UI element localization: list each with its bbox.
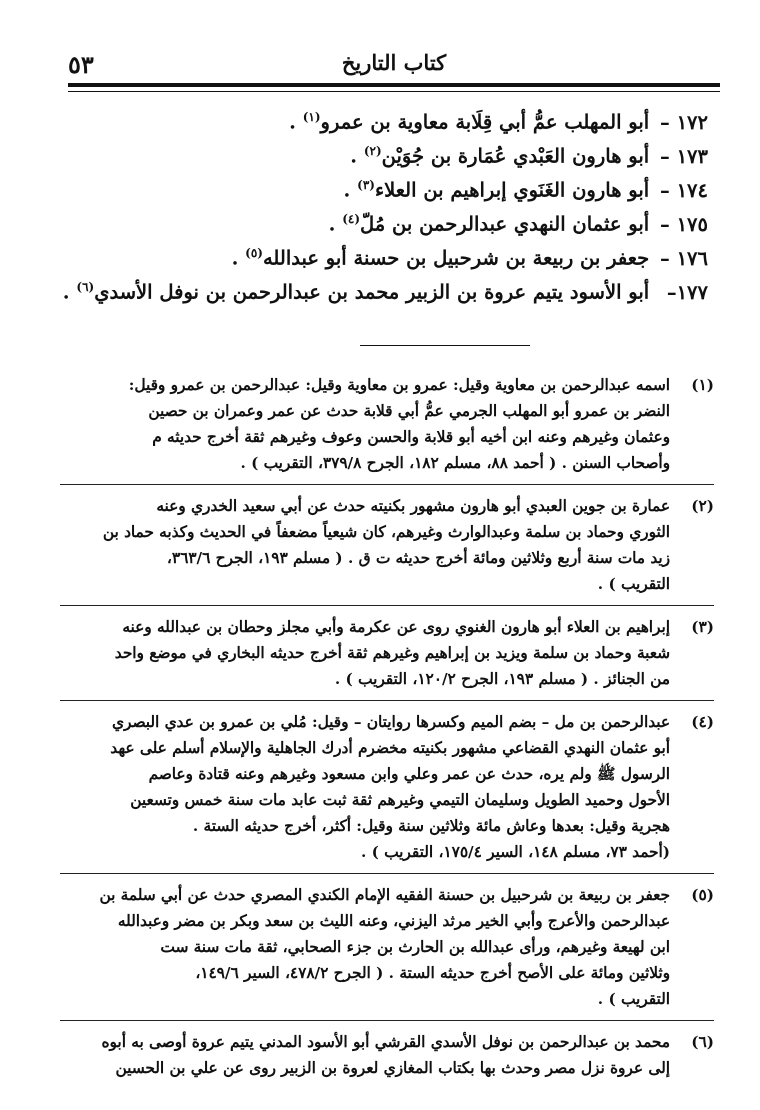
entry-end: . bbox=[343, 178, 358, 202]
footnote-line: هجرية وقيل: بعدها وعاش مائة وثلاثين سنة وقيل: أكثر، أخرج حديثه الستة . bbox=[192, 817, 670, 835]
page-number: ٥٣ bbox=[68, 50, 94, 79]
footnote-line: عبدالرحمن بن مل – بضم الميم وكسرها روايتان – وقيل: مُلي بن عمرو بن عدي البصري bbox=[112, 713, 670, 731]
entry-172 bbox=[60, 100, 708, 134]
footnote-line: من الجنائز . ( مسلم ١٩٣، الجرح ١٢٠/٢، التقريب ) . bbox=[334, 670, 670, 688]
entry-text: أبو هارون الغَنَوي إبراهيم بن العلاء bbox=[374, 178, 650, 202]
entry-number: ١٧٢ – bbox=[660, 110, 708, 134]
footnote-divider bbox=[60, 484, 714, 485]
footnotes bbox=[60, 372, 714, 1081]
footnote-divider bbox=[60, 873, 714, 874]
footnote-line: وعثمان وغيرهم وعنه ابن أخيه أبو قلابة والحسن وعوف وغيرهم ثقة أخرج حديثه م bbox=[152, 428, 670, 446]
footnote-number: (٦) bbox=[691, 1033, 714, 1051]
footnote-line: زيد مات سنة أربع وثلاثين ومائة أخرج حديثه ت ق . ( مسلم ١٩٣، الجرح ٣٦٣/٦، bbox=[166, 549, 670, 567]
entry-number: ١٧٧– bbox=[666, 280, 708, 304]
entry-number: ١٧٦ – bbox=[660, 246, 708, 270]
footnote-line: النضر بن عمرو أبو المهلب الجرمي عمُّ أبي قلابة حدث عن عمر وعمران بن حصين bbox=[148, 402, 670, 420]
footnote-line: التقريب ) . bbox=[597, 575, 670, 593]
entry-list bbox=[60, 100, 708, 304]
footnote-6 bbox=[60, 1029, 714, 1081]
entry-end: . bbox=[289, 110, 303, 134]
footnote-number: (٥) bbox=[691, 886, 714, 904]
footnote-1 bbox=[60, 372, 714, 476]
footnote-line: أبو عثمان النهدي القضاعي مشهور بكنيته مخضرم أدرك الجاهلية والإسلام أسلم على عهد bbox=[110, 739, 670, 757]
page-header bbox=[68, 46, 720, 82]
footnote-divider bbox=[60, 1020, 714, 1021]
footnote-line: التقريب ) . bbox=[597, 990, 670, 1008]
footnote-line: إلى عروة نزل مصر وحدث بها بكتاب المغازي لعروة بن الزبير روى عن علي بن الحسين bbox=[115, 1059, 670, 1077]
entry-173 bbox=[60, 134, 708, 168]
footnote-divider bbox=[60, 605, 714, 606]
entry-number: ١٧٣ – bbox=[660, 144, 708, 168]
footnote-ref[interactable]: (٣) bbox=[357, 178, 375, 192]
footnote-number: (٣) bbox=[691, 618, 714, 636]
running-title: كتاب التاريخ bbox=[341, 50, 447, 75]
footnote-line: وأصحاب السنن . ( أحمد ٨٨، مسلم ١٨٢، الجرح ٣٧٩/٨، التقريب ) . bbox=[240, 454, 670, 472]
footnote-ref[interactable]: (٦) bbox=[76, 280, 95, 294]
footnote-line: الرسول ﷺ ولم يره، حدث عن عمر وعلي وابن مسعود وغيرهم وعنه قتادة وعاصم bbox=[148, 765, 670, 783]
footnote-line: اسمه عبدالرحمن بن معاوية وقيل: عمرو بن معاوية وقيل: عبدالرحمن بن عمرو وقيل: bbox=[128, 376, 670, 394]
footnote-line: عبدالرحمن والأعرج وأبي الخير مرثد اليزني، وعنه الليث بن سعد وبكر بن مضر وعبدالله bbox=[117, 912, 670, 930]
footnote-line: عمارة بن جوين العبدي أبو هارون مشهور بكنيته حدث عن أبي سعيد الخدري وعنه bbox=[156, 497, 670, 515]
footnote-number: (١) bbox=[691, 376, 714, 394]
footnote-ref[interactable]: (٥) bbox=[245, 246, 263, 260]
entry-176 bbox=[60, 236, 708, 270]
footnote-5 bbox=[60, 882, 714, 1012]
footnote-3 bbox=[60, 614, 714, 692]
footnote-line: الثوري وحماد بن سلمة وعبدالوارث وغيرهم، كان شيعياً مضعفاً في الحديث وكذبه حماد بن bbox=[102, 523, 670, 541]
entry-text: أبو هارون العَبْدي عُمَارة بن جُوَيْن bbox=[381, 144, 650, 168]
footnote-4 bbox=[60, 709, 714, 865]
entry-text: أبو المهلب عمُّ أبي قِلَابة معاوية بن عمرو bbox=[320, 110, 650, 134]
footnote-separator bbox=[360, 345, 530, 346]
footnote-line: ابن لهيعة وغيرهم، ورأى عبدالله بن الحارث بن جزء الصحابي، ثقة مات سنة ست bbox=[160, 938, 670, 956]
header-rule-thin bbox=[68, 91, 720, 92]
entry-text: أبو الأسود يتيم عروة بن الزبير محمد بن عبدالرحمن بن نوفل الأسدي bbox=[94, 280, 650, 304]
header-rule-thick bbox=[68, 83, 720, 87]
footnote-line: وثلاثين ومائة على الأصح أخرج حديثه الستة . ( الجرح ٤٧٨/٢، السير ١٤٩/٦، bbox=[195, 964, 670, 982]
entry-text: أبو عثمان النهدي عبدالرحمن بن مُلّ bbox=[360, 212, 650, 236]
entry-number: ١٧٥ – bbox=[660, 212, 708, 236]
entry-end: . bbox=[62, 280, 77, 304]
entry-177 bbox=[60, 270, 708, 304]
footnote-line: (أحمد ٧٣، مسلم ١٤٨، السير ١٧٥/٤، التقريب ) . bbox=[360, 843, 670, 861]
entry-175 bbox=[60, 202, 708, 236]
entry-174 bbox=[60, 168, 708, 202]
entry-number: ١٧٤ – bbox=[660, 178, 708, 202]
footnote-ref[interactable]: (٢) bbox=[363, 144, 382, 158]
footnote-line: محمد بن عبدالرحمن بن نوفل الأسدي القرشي أبو الأسود المدني يتيم عروة أوصى به أبوه bbox=[101, 1033, 670, 1051]
entry-end: . bbox=[328, 212, 343, 236]
entry-end: . bbox=[350, 144, 364, 168]
footnote-ref[interactable]: (٤) bbox=[342, 212, 361, 226]
entry-end: . bbox=[231, 246, 246, 270]
footnote-line: جعفر بن ربيعة بن شرحبيل بن حسنة الفقيه الإمام الكندي المصري حدث عن أبي سلمة بن bbox=[99, 886, 670, 904]
entry-text: جعفر بن ربيعة بن شرحبيل بن حسنة أبو عبدالله bbox=[262, 246, 650, 270]
footnote-line: إبراهيم بن العلاء أبو هارون الغنوي روى عن عكرمة وأبي مجلز وحطان بن عبدالله وعنه bbox=[122, 618, 670, 636]
footnote-divider bbox=[60, 700, 714, 701]
footnote-number: (٢) bbox=[691, 497, 714, 515]
footnote-line: الأحول وحميد الطويل وسليمان التيمي وغيرهم ثقة ثبت عابد مات سنة خمس وتسعين bbox=[130, 791, 670, 809]
footnote-line: شعبة وحماد بن سلمة ويزيد بن إبراهيم وغيرهم ثقة أخرج حديثه البخاري في موضع واحد bbox=[114, 644, 670, 662]
footnote-ref[interactable]: (١) bbox=[302, 110, 321, 124]
footnote-2 bbox=[60, 493, 714, 597]
footnote-number: (٤) bbox=[691, 713, 714, 731]
